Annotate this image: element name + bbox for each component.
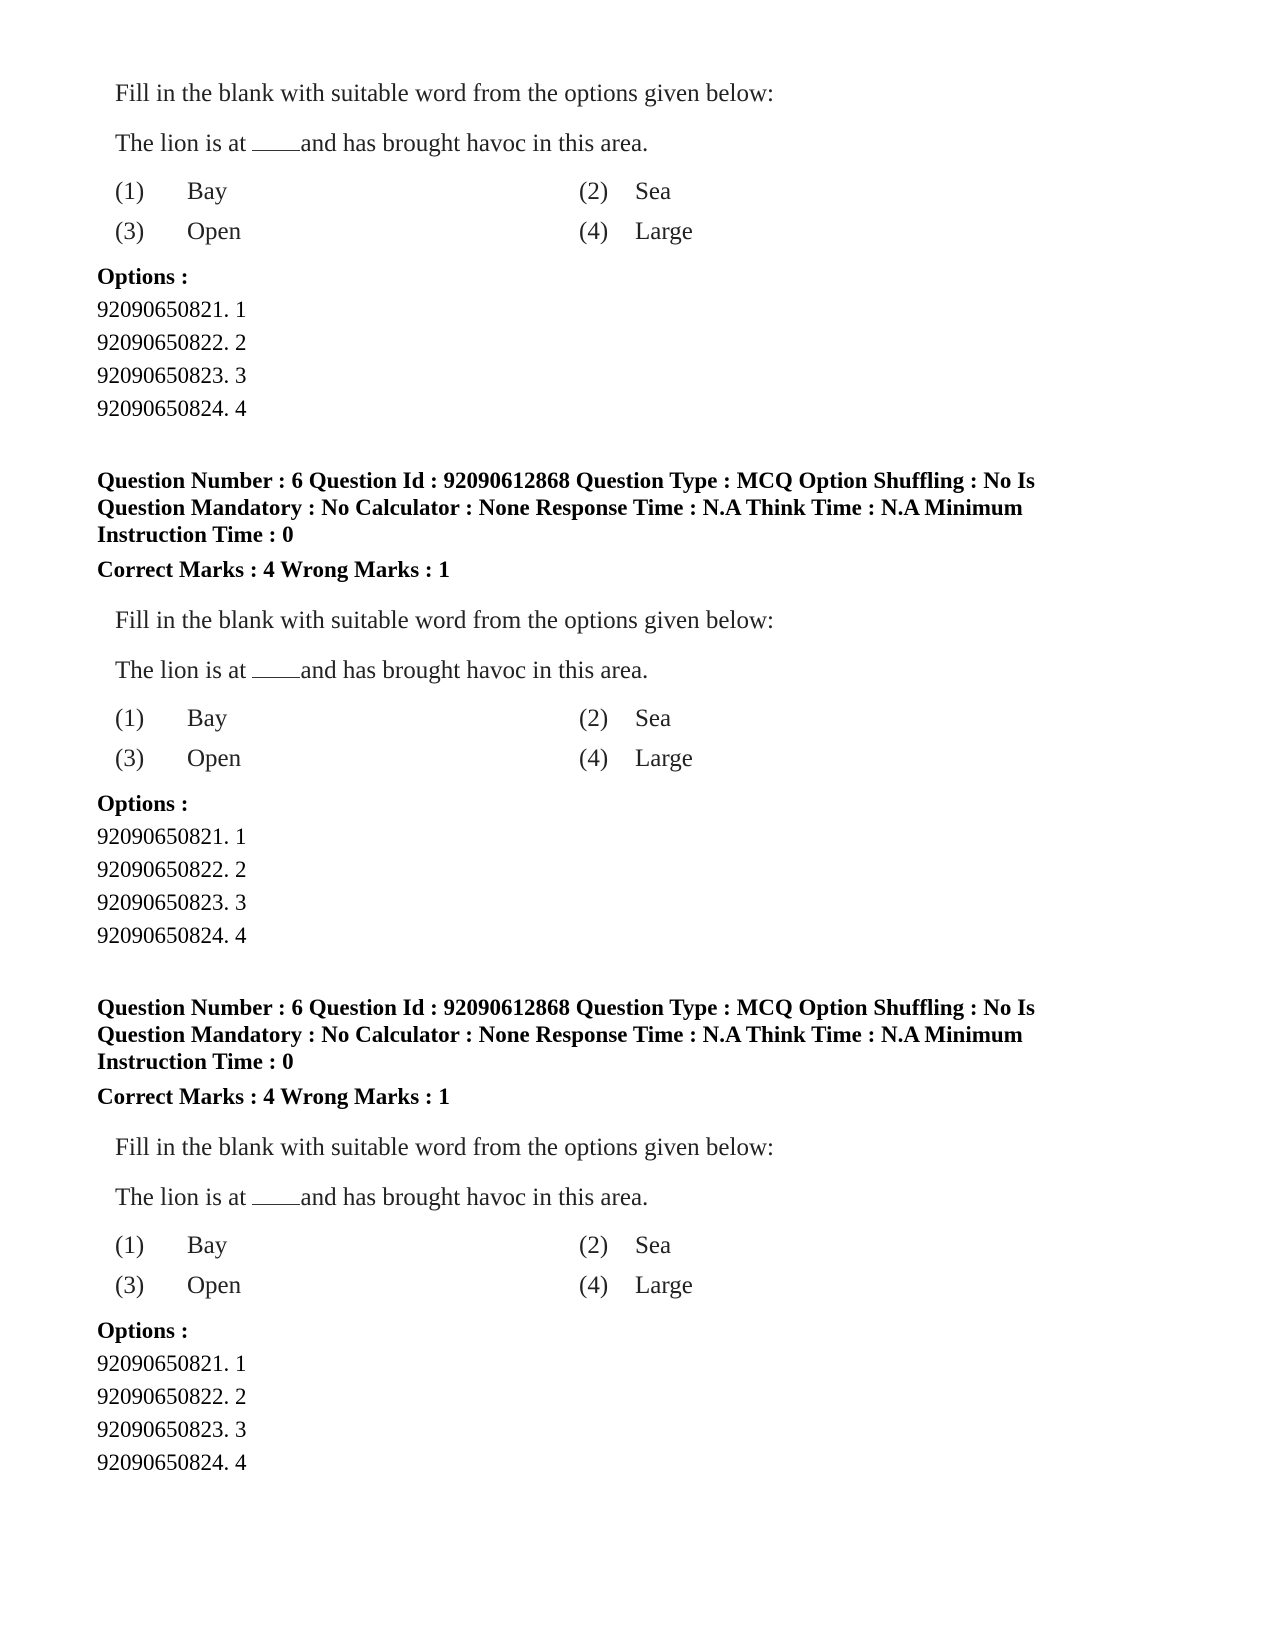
blank-line (252, 657, 300, 678)
question-instruction: Fill in the blank with suitable word from the options given below: (115, 80, 774, 107)
blank-line (252, 1184, 300, 1205)
choice-number: (3) (115, 745, 145, 772)
marks-line: Correct Marks : 4 Wrong Marks : 1 (97, 557, 450, 582)
question-meta (97, 994, 1157, 1075)
choice-number: (4) (579, 218, 609, 245)
option-line: 92090650821. 1 (97, 297, 247, 322)
choice-4 (579, 745, 693, 773)
option-line: 92090650821. 1 (97, 824, 247, 849)
sentence-before: The lion is at (115, 130, 253, 157)
question-sentence (115, 657, 648, 685)
choice-2 (579, 705, 671, 733)
choice-number: (1) (115, 178, 145, 205)
choice-text: Sea (635, 178, 672, 205)
sentence-after: and has brought havoc in this area. (300, 130, 649, 157)
option-line: 92090650822. 2 (97, 330, 247, 355)
question-instruction: Fill in the blank with suitable word from the options given below: (115, 1134, 774, 1161)
option-line: 92090650824. 4 (97, 1450, 247, 1475)
option-line: 92090650823. 3 (97, 1417, 247, 1442)
choice-number: (2) (579, 1232, 609, 1259)
choice-1 (115, 705, 227, 733)
choice-number: (1) (115, 1232, 145, 1259)
option-line: 92090650824. 4 (97, 396, 247, 421)
meta-line-3: Instruction Time : 0 (97, 1049, 294, 1074)
choice-number: (4) (579, 745, 609, 772)
sentence-before: The lion is at (115, 1184, 253, 1211)
choice-text: Large (635, 218, 693, 245)
meta-line-2: Question Mandatory : No Calculator : None Response Time : N.A Think Time : N.A Minimum (97, 1022, 1023, 1047)
sentence-after: and has brought havoc in this area. (300, 657, 649, 684)
choice-3 (115, 745, 241, 773)
choice-number: (2) (579, 178, 609, 205)
option-line: 92090650822. 2 (97, 857, 247, 882)
choice-text: Large (635, 745, 693, 772)
choice-text: Sea (635, 1232, 672, 1259)
option-line: 92090650823. 3 (97, 363, 247, 388)
choice-3 (115, 1272, 241, 1300)
options-label: Options : (97, 264, 189, 289)
choice-text: Bay (187, 178, 228, 205)
choice-1 (115, 1232, 227, 1260)
sentence-after: and has brought havoc in this area. (300, 1184, 649, 1211)
meta-line-3: Instruction Time : 0 (97, 522, 294, 547)
choice-2 (579, 1232, 671, 1260)
choice-text: Open (187, 1272, 242, 1299)
choice-number: (4) (579, 1272, 609, 1299)
options-label: Options : (97, 791, 189, 816)
choice-number: (3) (115, 218, 145, 245)
choice-number: (1) (115, 705, 145, 732)
options-label: Options : (97, 1318, 189, 1343)
choice-4 (579, 1272, 693, 1300)
choice-text: Bay (187, 1232, 228, 1259)
question-instruction: Fill in the blank with suitable word from the options given below: (115, 607, 774, 634)
choice-number: (2) (579, 705, 609, 732)
choice-text: Open (187, 745, 242, 772)
meta-line-1: Question Number : 6 Question Id : 92090612868 Question Type : MCQ Option Shuffling : No Is (97, 995, 1036, 1020)
option-line: 92090650824. 4 (97, 923, 247, 948)
choice-text: Large (635, 1272, 693, 1299)
meta-line-2: Question Mandatory : No Calculator : None Response Time : N.A Think Time : N.A Minimum (97, 495, 1023, 520)
choice-text: Sea (635, 705, 672, 732)
sentence-before: The lion is at (115, 657, 253, 684)
choice-text: Bay (187, 705, 228, 732)
option-line: 92090650821. 1 (97, 1351, 247, 1376)
marks-line: Correct Marks : 4 Wrong Marks : 1 (97, 1084, 450, 1109)
choice-number: (3) (115, 1272, 145, 1299)
option-line: 92090650823. 3 (97, 890, 247, 915)
question-sentence (115, 1184, 648, 1212)
choice-text: Open (187, 218, 242, 245)
meta-line-1: Question Number : 6 Question Id : 92090612868 Question Type : MCQ Option Shuffling : No Is (97, 468, 1036, 493)
option-line: 92090650822. 2 (97, 1384, 247, 1409)
